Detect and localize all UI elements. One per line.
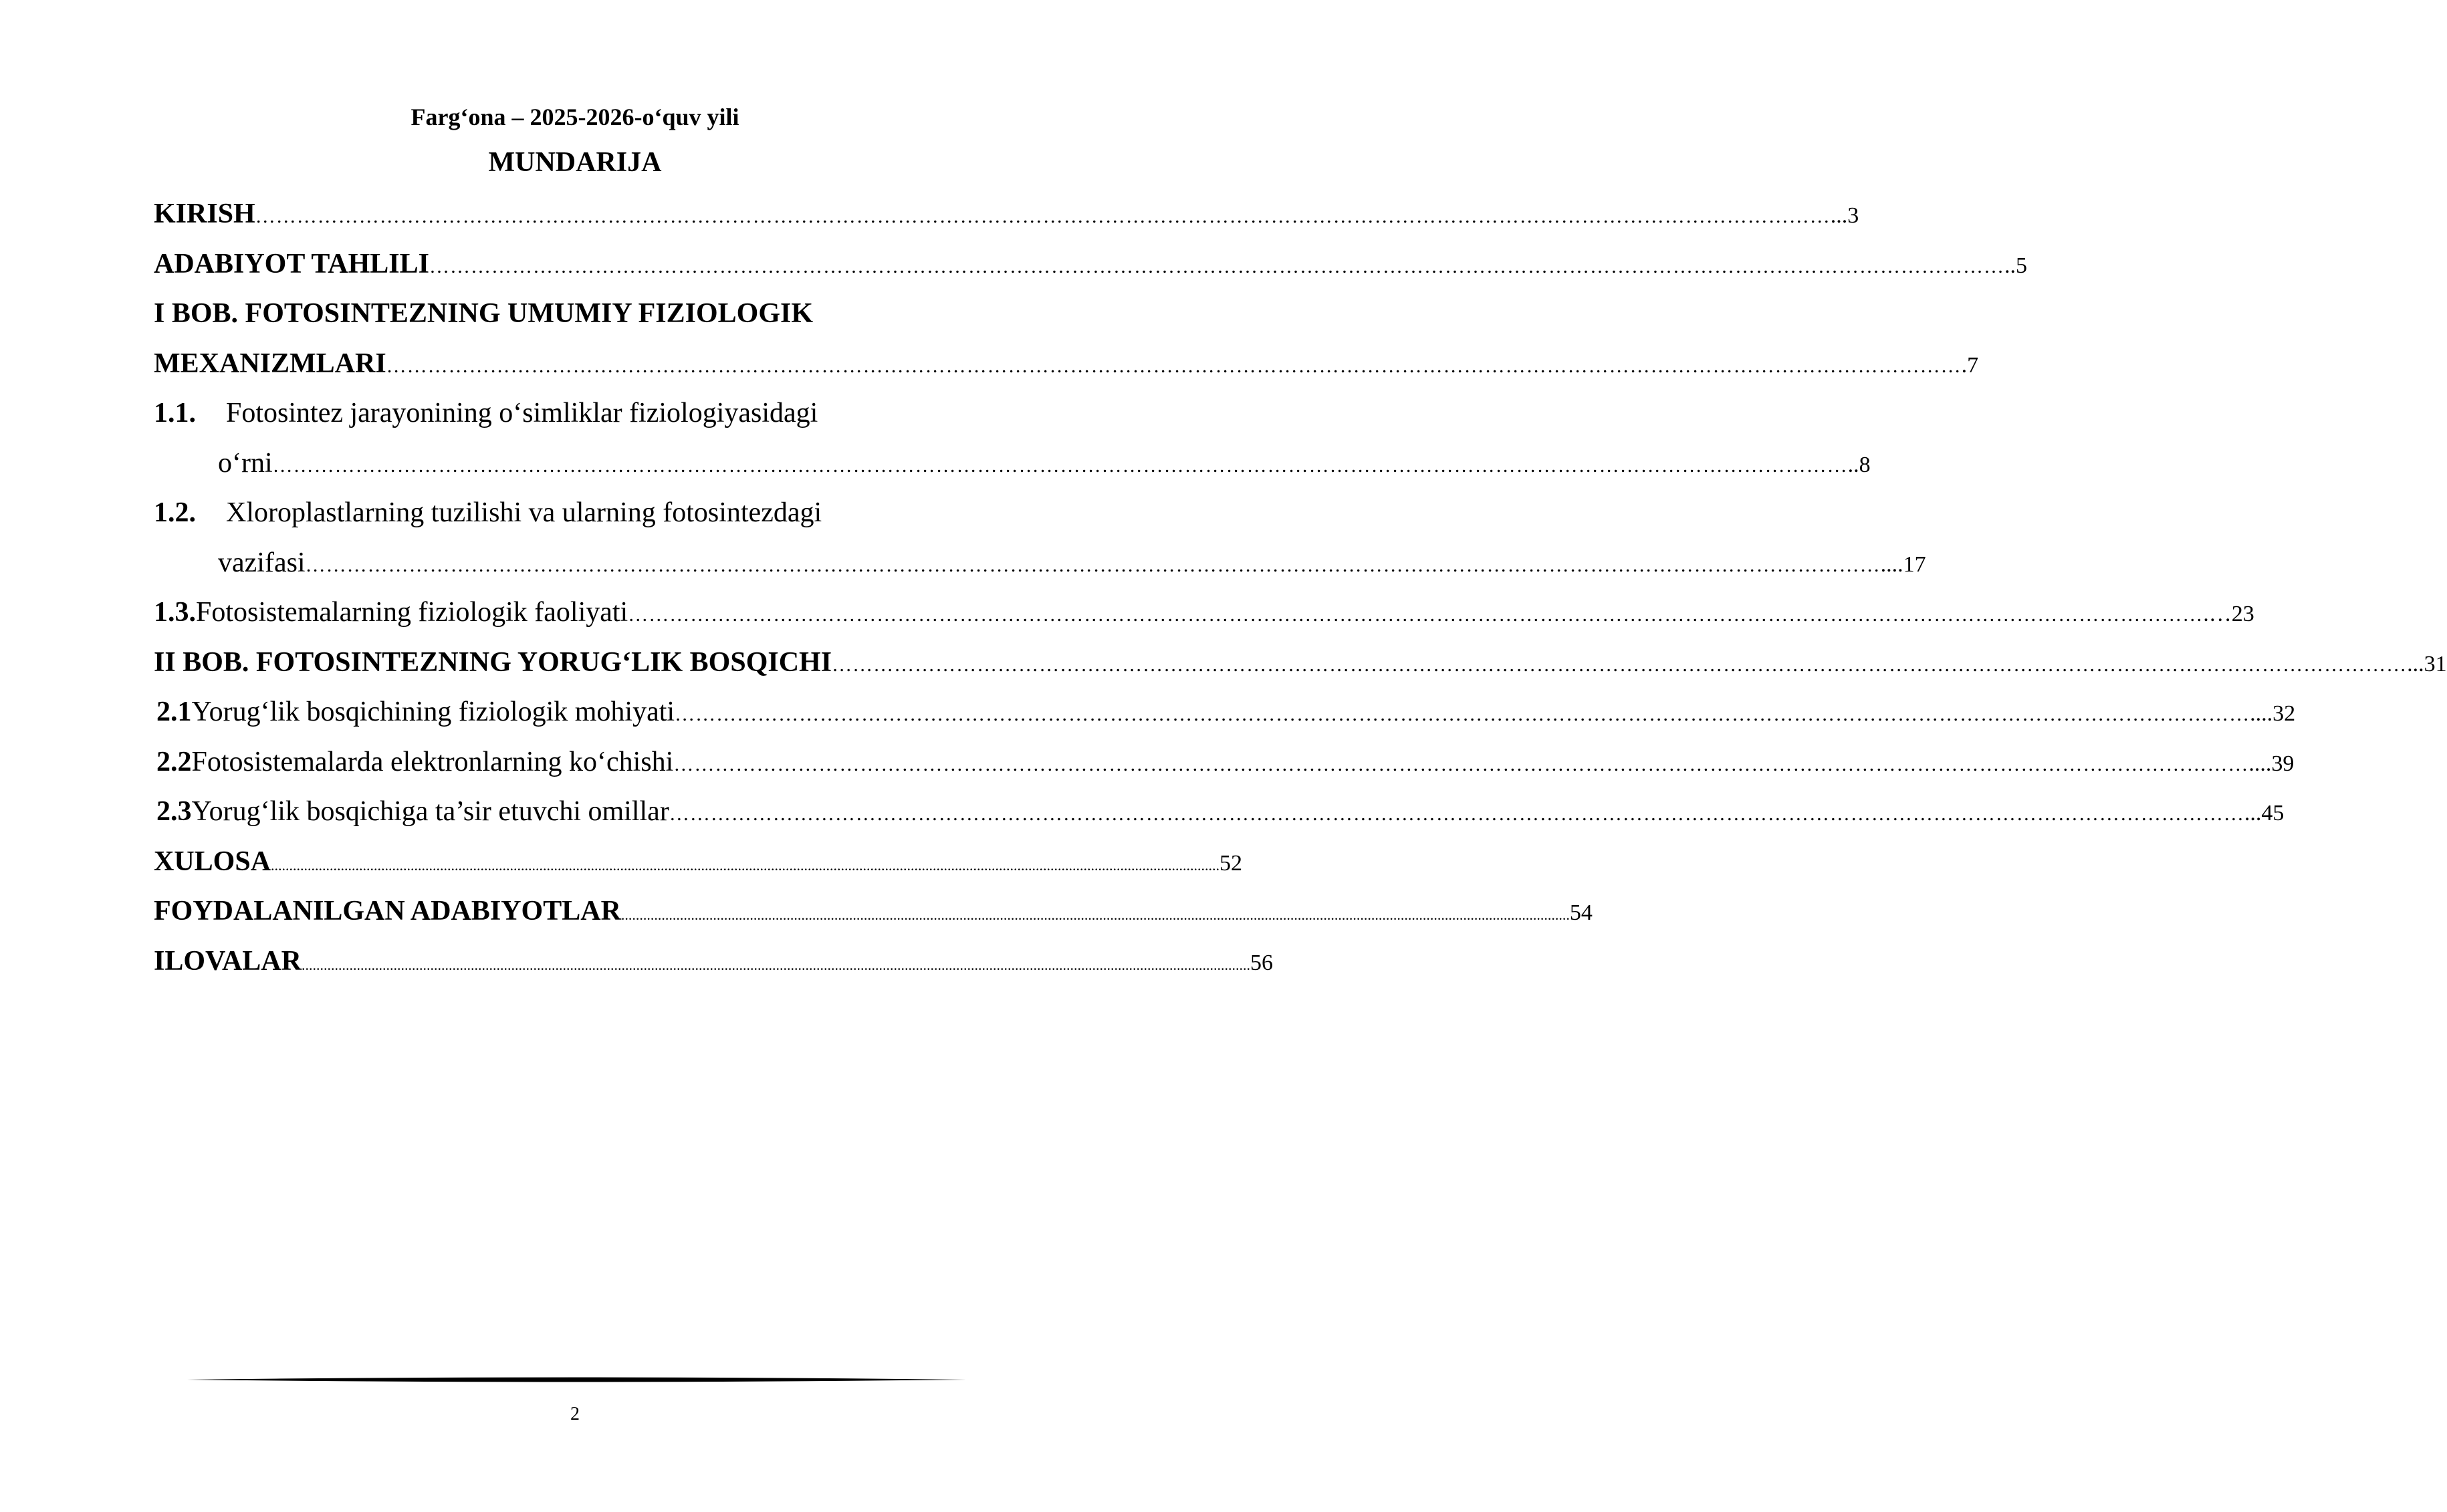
toc-label: Fotosistemalarning fiziologik faoliyati xyxy=(196,597,628,628)
toc-label: Yorug‘lik bosqichining fiziologik mohiyati xyxy=(191,697,675,727)
toc-label: ILOVALAR xyxy=(154,945,302,977)
document-subtitle: Farg‘ona – 2025-2026-o‘quv yili xyxy=(411,104,739,130)
toc-entry-2-1 xyxy=(154,692,2296,742)
toc-entry-bob2 xyxy=(154,642,2447,692)
dot-leader xyxy=(255,197,1831,237)
table-of-contents xyxy=(154,194,2447,991)
document-title: MUNDARIJA xyxy=(488,147,662,178)
dot-leader xyxy=(832,645,2407,685)
toc-label: KIRISH xyxy=(154,199,255,229)
toc-label: o‘rni xyxy=(218,447,273,479)
dot-leader xyxy=(628,595,2203,635)
toc-entry-foydalanilgan-adabiyotlar xyxy=(154,891,1593,941)
toc-label: Yorug‘lik bosqichiga ta’sir etuvchi omillar xyxy=(191,796,669,827)
section-number: 2.2 xyxy=(156,746,192,777)
section-number: 2.3 xyxy=(156,796,192,827)
toc-page-number: ...31 xyxy=(2407,651,2447,676)
toc-entry-bob1-line1 xyxy=(154,293,996,344)
toc-entry-2-2 xyxy=(154,742,2295,792)
toc-page-number: ...3 xyxy=(1830,203,1859,228)
toc-page-number: ..5 xyxy=(2004,253,2027,278)
toc-label: Fotosistemalarda elektronlarning ko‘chishi xyxy=(191,746,674,777)
dot-leader xyxy=(673,745,2248,785)
toc-label: MEXANIZMLARI xyxy=(154,348,386,379)
toc-page-number: 52 xyxy=(1219,850,1243,876)
toc-entry-ilovalar xyxy=(154,941,1273,991)
toc-page-number: ....32 xyxy=(2250,701,2296,726)
dot-leader xyxy=(306,545,1881,586)
toc-page-number: .7 xyxy=(1961,352,1979,378)
toc-entry-1-3 xyxy=(154,592,2254,642)
toc-entry-2-3 xyxy=(154,791,2285,842)
dot-leader xyxy=(302,945,1250,985)
dot-leader xyxy=(669,794,2244,834)
dot-leader xyxy=(429,247,2004,287)
toc-page-number: ...45 xyxy=(2244,801,2285,826)
toc-entry-1-1-line2 xyxy=(154,443,1871,493)
toc-entry-bob1-line2 xyxy=(154,344,1979,394)
page-number: 2 xyxy=(570,1404,580,1424)
dot-leader xyxy=(271,846,1219,886)
dot-leader xyxy=(621,895,1570,935)
footer-divider xyxy=(187,1376,966,1384)
toc-page-number: ..8 xyxy=(1847,452,1871,477)
toc-entry-adabiyot-tahlili xyxy=(154,244,2027,294)
toc-label: ADABIYOT TAHLILI xyxy=(154,248,429,279)
section-number: 1.1. xyxy=(154,398,196,428)
toc-entry-1-2-line1 xyxy=(154,493,996,543)
toc-label: FOYDALANILGAN ADABIYOTLAR xyxy=(154,896,621,926)
toc-page-number: 54 xyxy=(1569,900,1593,925)
dot-leader xyxy=(273,446,1848,486)
toc-label: II BOB. FOTOSINTEZNING YORUG‘LIK BOSQICHI xyxy=(154,646,832,678)
toc-entry-1-2-line2 xyxy=(154,543,1926,593)
section-number: 1.3. xyxy=(154,597,196,628)
dot-leader xyxy=(386,346,1962,386)
toc-page-number: 56 xyxy=(1250,950,1273,975)
toc-label: XULOSA xyxy=(154,846,271,877)
section-number: 1.2. xyxy=(154,497,196,528)
toc-label: I BOB. FOTOSINTEZNING UMUMIY FIZIOLOGIK xyxy=(154,298,813,329)
dot-leader xyxy=(675,695,2250,735)
toc-entry-kirish xyxy=(154,194,1859,244)
toc-page-number: ....17 xyxy=(1880,551,1926,577)
toc-entry-xulosa xyxy=(154,842,1243,892)
toc-label: vazifasi xyxy=(218,547,306,578)
toc-page-number: .…23 xyxy=(2203,602,2254,626)
toc-label: Xloroplastlarning tuzilishi va ularning fotosintezdagi xyxy=(226,497,822,528)
toc-page-number: ....39 xyxy=(2248,751,2295,776)
section-number: 2.1 xyxy=(156,697,192,727)
toc-entry-1-1-line1 xyxy=(154,393,996,443)
toc-label: Fotosintez jarayonining o‘simliklar fiziologiyasidagi xyxy=(226,398,818,428)
